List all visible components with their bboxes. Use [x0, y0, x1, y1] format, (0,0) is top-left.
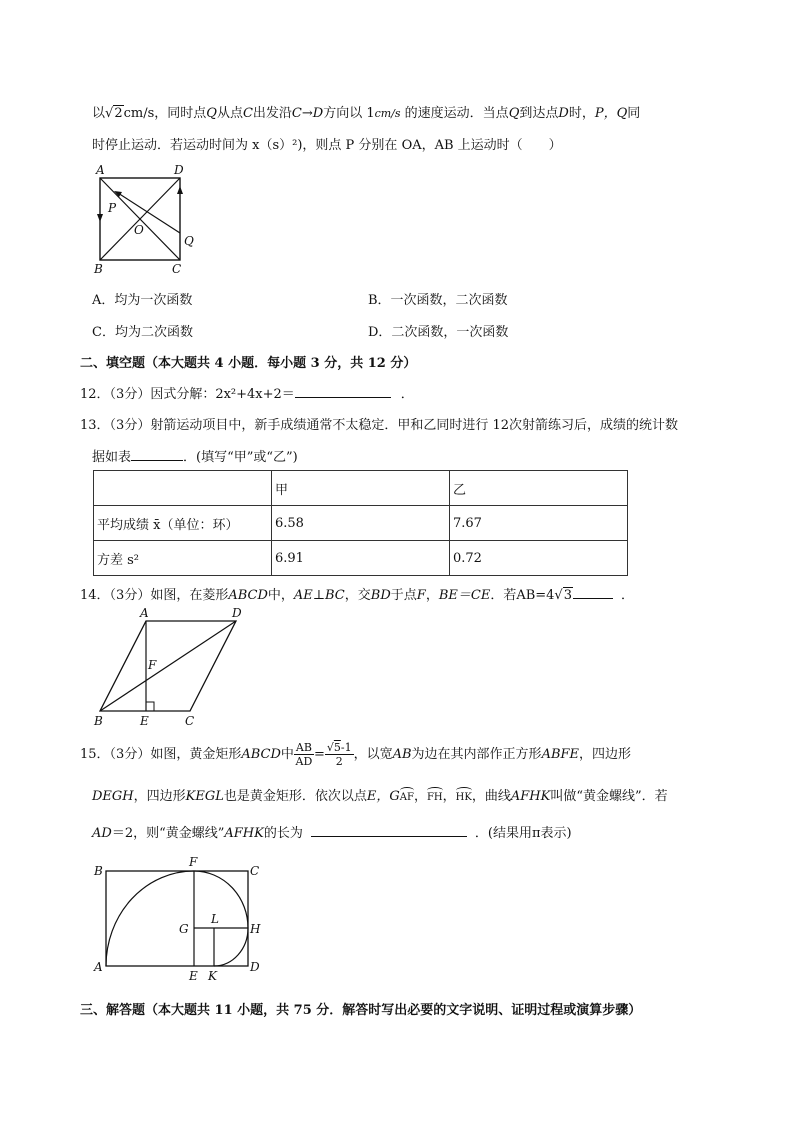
table-cell: 甲	[272, 471, 450, 506]
arc-hk: HK	[455, 792, 472, 803]
label-A: A	[96, 163, 105, 177]
label-A: A	[94, 960, 103, 974]
label-B: B	[94, 864, 103, 878]
q13-answer-blank[interactable]	[131, 448, 183, 461]
q15-golden-spiral-figure	[90, 855, 270, 985]
table-cell: 乙	[450, 471, 628, 506]
sqrt-2: √2	[105, 106, 123, 121]
table-cell: 7.67	[450, 506, 628, 541]
q11-line-1: 以√2cm/s，同时点Q从点C出发沿C→D方向以 1cm/s 的速度运动．当点Q到达点D时，P，Q同	[92, 106, 641, 121]
label-C: C	[185, 714, 195, 728]
q11-option-c[interactable]: C．均为二次函数	[92, 325, 193, 340]
label-C: C	[250, 864, 260, 878]
fraction-golden-ratio: $\frac{√5-1}{2}$	[326, 741, 352, 768]
q11-line-2: 时停止运动．若运动时间为 x（s）²)，则点 P 分别在 OA，AB 上运动时（ ）	[92, 138, 562, 153]
q15-line-3: AD＝2，则“黄金螺线”AFHK的长为 ．(结果用π表示)	[92, 826, 572, 841]
table-row	[94, 541, 628, 576]
q13-line-1: 13．（3分）射箭运动项目中，新手成绩通常不太稳定．甲和乙同时进行 12次射箭练习后，成绩的统计数	[80, 418, 678, 433]
label-C: C	[172, 262, 182, 276]
label-B: B	[94, 714, 103, 728]
table-cell: 6.58	[272, 506, 450, 541]
label-A: A	[140, 606, 149, 620]
table-cell: 平均成绩 x̄（单位：环）	[94, 506, 272, 541]
q15-line-1: 15．（3分）如图，黄金矩形ABCD中 $\frac{AB}{AD}$ = $\frac{√5-1}{2}$ ，以宽AB为边在其内部作正方形ABFE，四边形	[80, 741, 632, 768]
table-header-row	[94, 471, 628, 506]
label-K: K	[208, 969, 217, 983]
label-F: F	[189, 855, 198, 869]
q11-square-figure	[88, 160, 208, 280]
arc-af: AF	[399, 792, 414, 803]
arc-fh: FH	[426, 792, 443, 803]
table-row	[94, 506, 628, 541]
label-B: B	[94, 262, 103, 276]
label-L: L	[211, 912, 219, 926]
section-2-heading: 二、填空题（本大题共 4 小题．每小题 3 分，共 12 分）	[80, 356, 417, 371]
q12-line: 12．（3分）因式分解：2x²+4x+2＝ ．	[80, 387, 414, 402]
table-cell: 0.72	[450, 541, 628, 576]
label-P: P	[108, 201, 117, 215]
section-3-heading: 三、解答题（本大题共 11 小题，共 75 分．解答时写出必要的文字说明、证明过程或演算步骤）	[80, 1003, 642, 1018]
q11-option-b[interactable]: B．一次函数，二次函数	[368, 293, 508, 308]
q13-stats-table	[93, 470, 628, 576]
label-H: H	[250, 922, 261, 936]
q14-rhombus-figure	[90, 605, 250, 730]
label-F: F	[148, 658, 157, 672]
q11-option-a[interactable]: A．均为一次函数	[92, 293, 193, 308]
label-Q: Q	[184, 234, 194, 248]
q14-answer-blank[interactable]	[573, 586, 613, 599]
label-E: E	[140, 714, 149, 728]
sqrt-3: √3	[554, 588, 572, 603]
fraction-ab-ad: $\frac{AB}{AD}$	[295, 741, 313, 768]
table-cell	[94, 471, 272, 506]
q11-option-d[interactable]: D．二次函数，一次函数	[368, 325, 509, 340]
table-cell: 6.91	[272, 541, 450, 576]
label-E: E	[189, 969, 198, 983]
q14-line: 14．（3分）如图，在菱形ABCD中，AE⊥BC，交BD于点F，BE＝CE．若AB=4√3 ．	[80, 588, 635, 603]
label-G: G	[179, 922, 189, 936]
q12-answer-blank[interactable]	[295, 385, 391, 398]
q15-line-2: DEGH，四边形KEGL也是黄金矩形．依次以点E，GAF，FH，HK，曲线AFHK叫做“黄金螺线”．若	[92, 789, 668, 804]
label-D: D	[250, 960, 260, 974]
table-cell: 方差 s²	[94, 541, 272, 576]
label-O: O	[134, 223, 144, 237]
q13-line-2: 据如表 ．(填写“甲”或“乙”)	[92, 450, 298, 465]
q15-answer-blank[interactable]	[311, 824, 467, 837]
label-D: D	[174, 163, 184, 177]
label-D: D	[232, 606, 242, 620]
